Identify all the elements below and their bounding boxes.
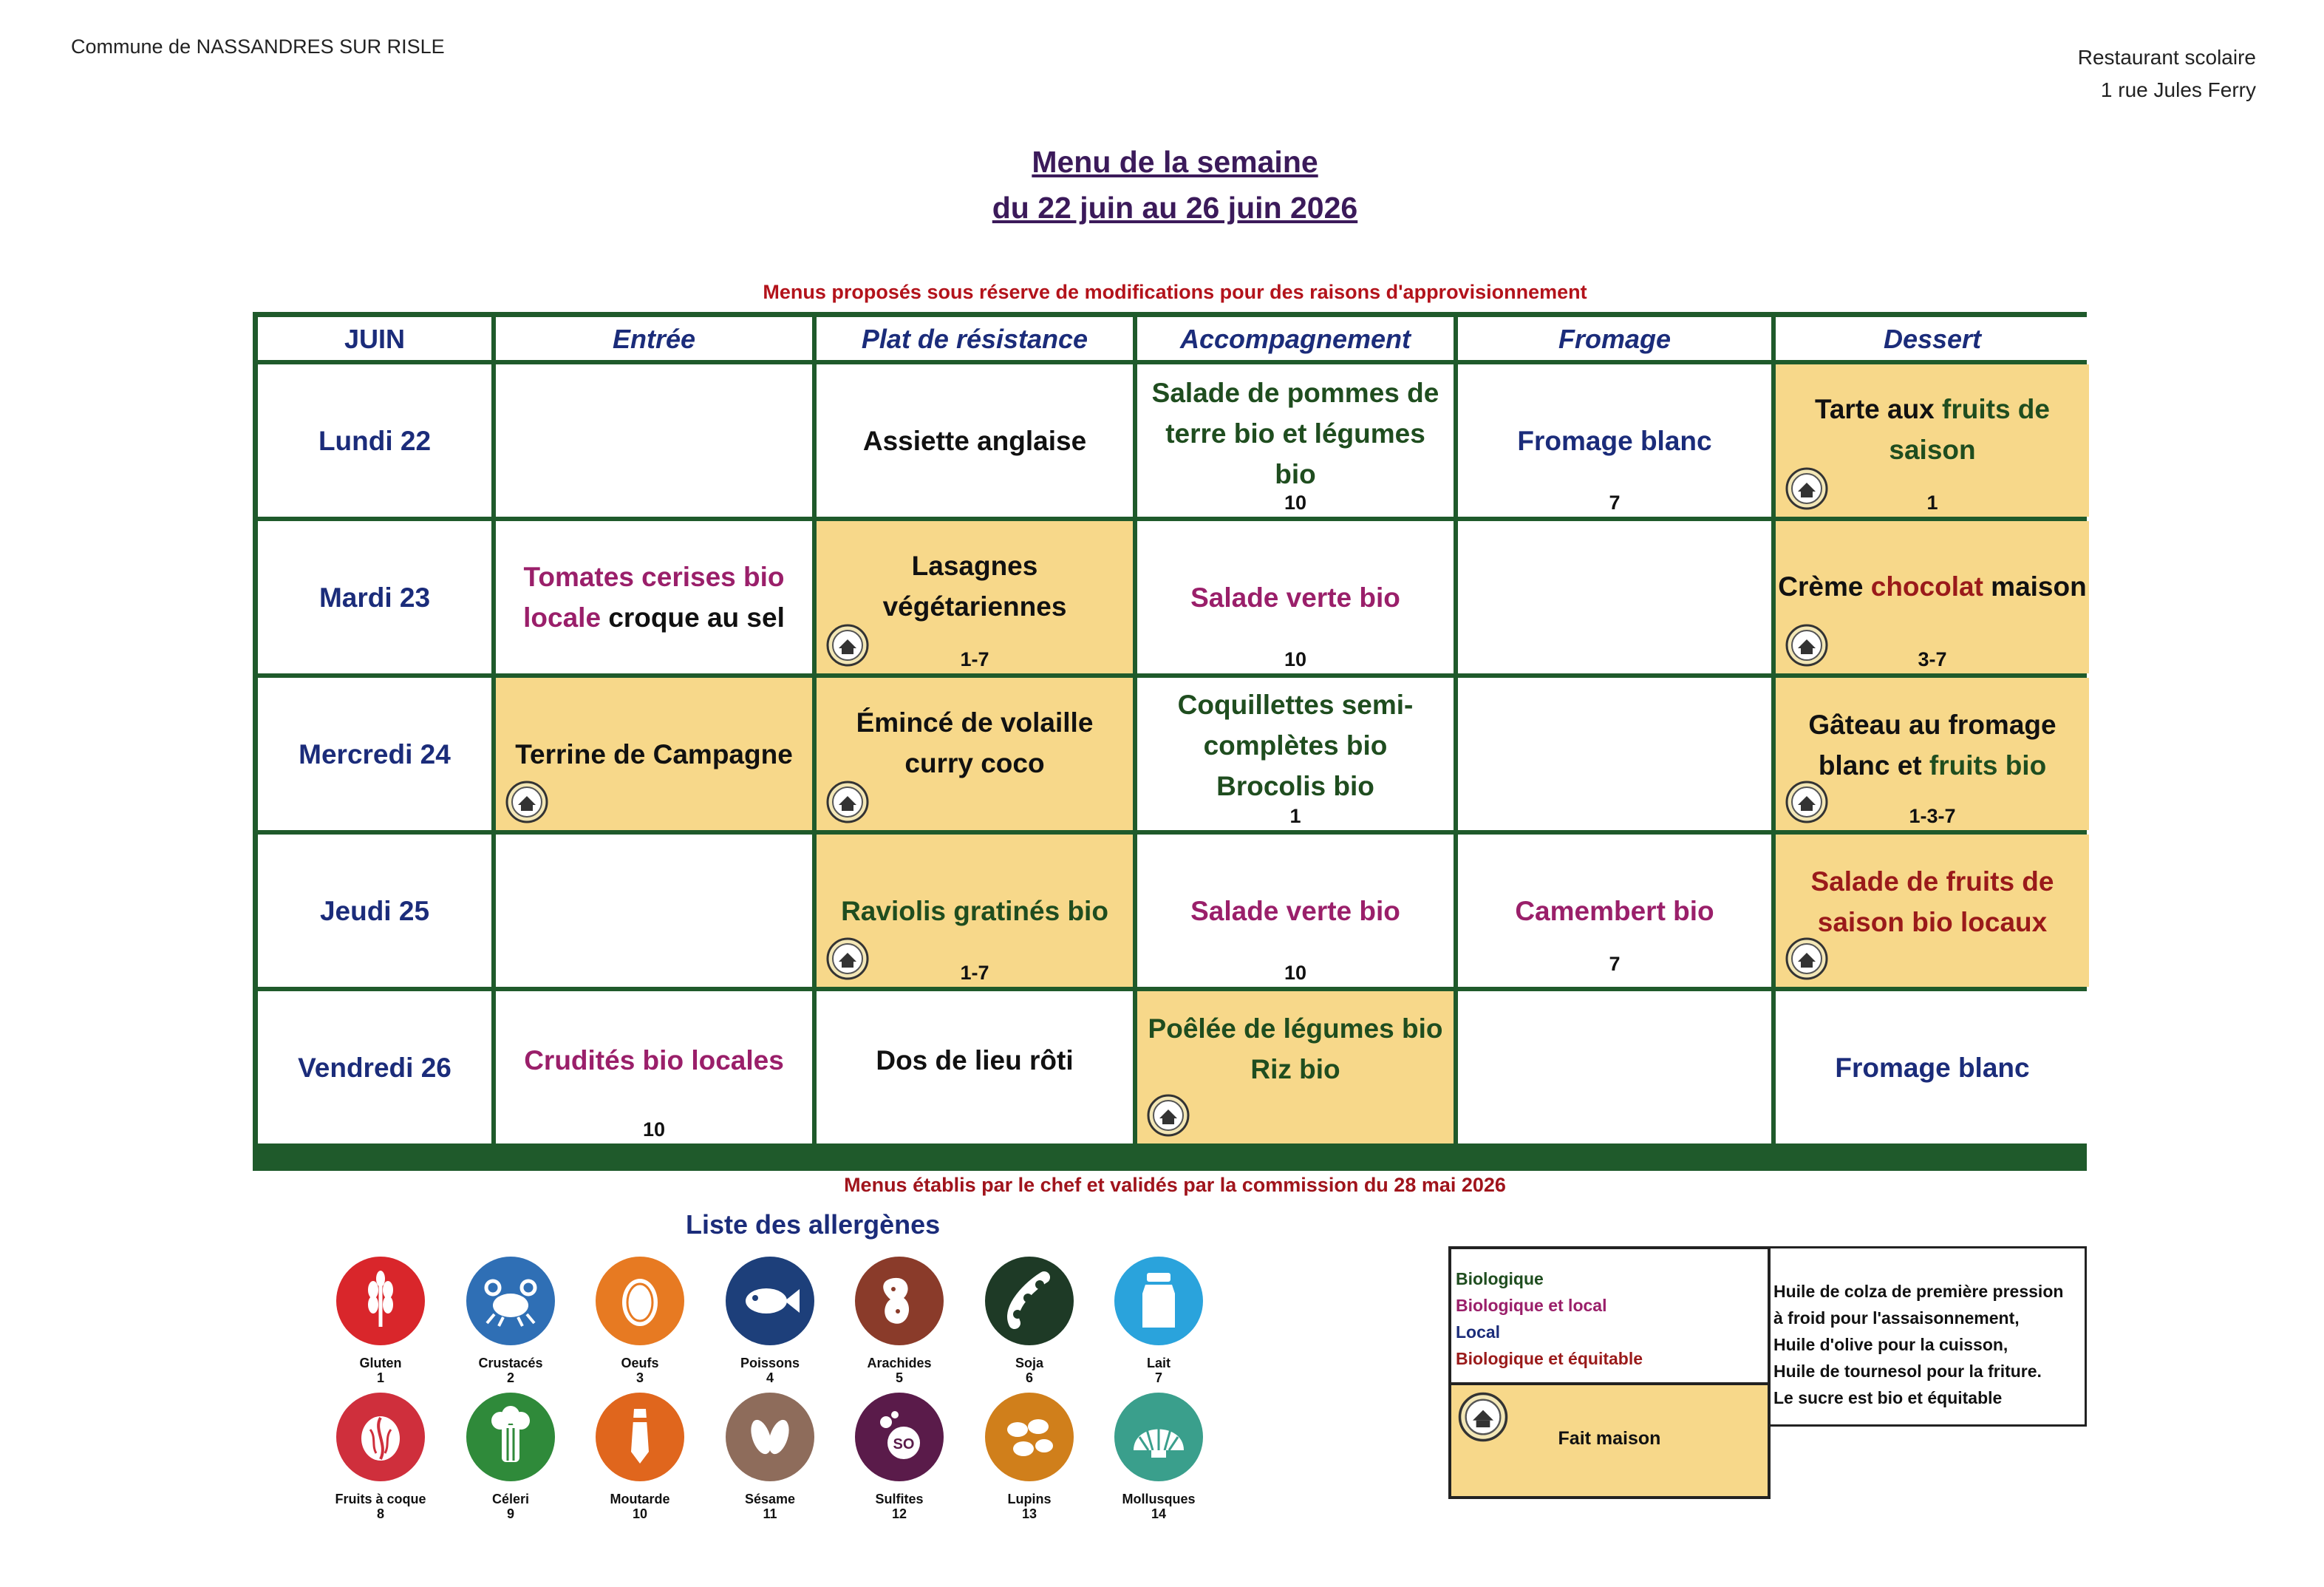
oil-note-line: Huile de tournesol pour la friture.: [1773, 1362, 2042, 1381]
oil-note-line: Huile d'olive pour la cuisson,: [1773, 1335, 2008, 1354]
allergen-label: [588, 1356, 692, 1385]
allergen-label: [848, 1492, 951, 1521]
dish-name: Assiette anglaise: [862, 425, 1087, 456]
dish-name: Salade verte bio: [1190, 582, 1400, 613]
crab-icon: [466, 1257, 555, 1345]
header-entree: Entrée: [496, 317, 812, 360]
legend-biologique-equitable: Biologique et équitable: [1456, 1349, 1643, 1368]
allergen-codes: 1-7: [960, 648, 989, 670]
oil-note-line: Huile de colza de première pression: [1773, 1282, 2064, 1301]
allergen-name: Lupins: [1007, 1492, 1052, 1506]
allergen-codes: 1-7: [960, 962, 989, 984]
allergen-name: Lait: [1146, 1356, 1170, 1370]
menu-cell-entree: [496, 364, 812, 517]
peanut-icon: [855, 1257, 944, 1345]
dish-name: Salade de fruits de saison bio locaux: [1810, 866, 2054, 937]
allergen-codes: 7: [1609, 953, 1621, 975]
sulfite-icon: [855, 1393, 944, 1481]
dish-name: Tomates cerises bio locale croque au sel: [523, 562, 785, 633]
legend-fait-maison-label: Fait maison: [1558, 1428, 1661, 1449]
dish-name: Terrine de Campagne: [515, 738, 793, 769]
allergen-label: [588, 1492, 692, 1521]
allergen-number: 8: [376, 1506, 384, 1521]
title-line-2: du 22 juin au 26 juin 2026: [992, 191, 1358, 225]
dish-name: Crudités bio locales: [524, 1044, 784, 1075]
allergen-name: Céleri: [491, 1492, 530, 1506]
allergen-codes: 1: [1289, 805, 1301, 827]
menu-cell-plat: [817, 835, 1133, 987]
dish-name: Émincé de volaille curry coco: [856, 707, 1094, 778]
dish-name: Raviolis gratinés bio: [841, 895, 1108, 926]
menu-cell-entree: [496, 991, 812, 1143]
menu-cell-entree: [496, 521, 812, 673]
allergen-name: Oeufs: [621, 1356, 659, 1370]
dish-name: Fromage blanc: [1835, 1052, 2030, 1083]
commune-name: Commune de NASSANDRES SUR RISLE: [71, 35, 445, 58]
allergen-item: [459, 1257, 562, 1385]
allergen-number: 6: [1025, 1370, 1033, 1385]
allergen-label: [329, 1356, 432, 1385]
menu-cell-plat: [817, 364, 1133, 517]
menu-cell-plat: [817, 521, 1133, 673]
lupin-icon: [985, 1393, 1074, 1481]
legend-fait-maison: [1451, 1382, 1768, 1496]
sesame-icon: [726, 1393, 814, 1481]
allergen-number: 9: [506, 1506, 514, 1521]
oil-note-line: Le sucre est bio et équitable: [1773, 1388, 2003, 1407]
allergen-number: 3: [635, 1370, 644, 1385]
menu-cell-dessert: [1776, 991, 2089, 1143]
validation-notice: Menus établis par le chef et validés par la commission du 28 mai 2026: [844, 1174, 1506, 1196]
allergen-codes: 10: [1284, 648, 1307, 670]
menu-cell-dessert: [1776, 364, 2089, 517]
dish-name: Camembert bio: [1515, 895, 1714, 926]
allergen-item: [329, 1257, 432, 1385]
allergen-number: 2: [506, 1370, 514, 1385]
allergen-number: 5: [895, 1370, 903, 1385]
restaurant-street: 1 rue Jules Ferry: [2100, 78, 2256, 101]
menu-cell-fromage: [1458, 521, 1771, 673]
menu-cell-accompagnement: [1137, 521, 1454, 673]
menu-cell-fromage: [1458, 835, 1771, 987]
allergen-name: Arachides: [867, 1356, 932, 1370]
legend-types: [1451, 1249, 1768, 1382]
shell-icon: [1114, 1393, 1203, 1481]
allergen-number: 4: [766, 1370, 774, 1385]
allergen-label: [978, 1492, 1081, 1521]
menu-cell-accompagnement: [1137, 835, 1454, 987]
allergen-list-title: Liste des allergènes: [686, 1209, 941, 1240]
allergen-number: 12: [891, 1506, 907, 1521]
header-plat: Plat de résistance: [817, 317, 1133, 360]
page-title: [0, 139, 2324, 231]
menu-cell-accompagnement: [1137, 678, 1454, 830]
allergen-name: Sésame: [744, 1492, 796, 1506]
allergen-item: [718, 1393, 822, 1521]
allergen-codes: 1: [1926, 492, 1938, 514]
menu-cell-entree: [496, 678, 812, 830]
fait-maison-icon: [825, 780, 870, 824]
allergen-number: 7: [1154, 1370, 1162, 1385]
allergen-codes: 10: [1284, 962, 1307, 984]
supply-notice: Menus proposés sous réserve de modifications pour des raisons d'approvisionnement: [763, 281, 1587, 303]
menu-cell-dessert: [1776, 678, 2089, 830]
menu-cell-dessert: [1776, 835, 2089, 987]
menu-cell-plat: [817, 991, 1133, 1143]
allergen-item: [329, 1393, 432, 1521]
fait-maison-icon: [1146, 1093, 1190, 1138]
allergen-item: [588, 1257, 692, 1385]
day-label: Mercredi 24: [258, 678, 491, 830]
allergen-item: [1107, 1257, 1210, 1385]
dish-name: Crème chocolat maison: [1778, 571, 2087, 602]
menu-cell-fromage: [1458, 991, 1771, 1143]
color-legend: [1448, 1246, 1771, 1499]
header-fromage: Fromage: [1458, 317, 1771, 360]
allergen-codes: 3-7: [1918, 648, 1947, 670]
allergen-name: Mollusques: [1122, 1492, 1196, 1506]
allergen-label: [978, 1356, 1081, 1385]
mustard-icon: [596, 1393, 684, 1481]
nut-icon: [336, 1393, 425, 1481]
menu-cell-accompagnement: [1137, 364, 1454, 517]
menu-cell-dessert: [1776, 521, 2089, 673]
allergen-number: 13: [1021, 1506, 1037, 1521]
menu-cell-accompagnement: [1137, 991, 1454, 1143]
egg-icon: [596, 1257, 684, 1345]
allergen-name: Sulfites: [875, 1492, 924, 1506]
allergen-label: [459, 1492, 562, 1521]
legend-biologique: Biologique: [1456, 1269, 1544, 1288]
restaurant-address: [2078, 41, 2256, 106]
fait-maison-icon: [505, 780, 549, 824]
allergen-label: [718, 1356, 822, 1385]
allergen-name: Soja: [1015, 1356, 1043, 1370]
allergen-name: Gluten: [359, 1356, 402, 1370]
allergen-name: Poissons: [740, 1356, 800, 1370]
allergen-label: [1107, 1356, 1210, 1385]
dish-name: Fromage blanc: [1517, 425, 1712, 456]
allergen-label: [459, 1356, 562, 1385]
allergen-item: [459, 1393, 562, 1521]
svg-text:SO: SO: [893, 1436, 915, 1452]
allergen-label: [848, 1356, 951, 1385]
menu-cell-fromage: [1458, 364, 1771, 517]
allergen-number: 10: [632, 1506, 648, 1521]
dish-name: Gâteau au fromage blanc et fruits bio: [1808, 710, 2056, 781]
celery-icon: [466, 1393, 555, 1481]
allergen-item: [978, 1393, 1081, 1521]
allergen-item: [718, 1257, 822, 1385]
fish-icon: [726, 1257, 814, 1345]
dish-name: Lasagnes végétariennes: [882, 551, 1067, 622]
oil-notes: [1768, 1246, 2087, 1427]
dish-name: Coquillettes semi-complètes bio Brocolis bio: [1177, 689, 1414, 801]
dish-name: Poêlée de légumes bio Riz bio: [1148, 1013, 1443, 1084]
allergen-number: 14: [1151, 1506, 1167, 1521]
menu-cell-plat: [817, 678, 1133, 830]
menu-cell-fromage: [1458, 678, 1771, 830]
header-month: JUIN: [258, 317, 491, 360]
title-line-1: Menu de la semaine: [1032, 145, 1318, 179]
menu-cell-entree: [496, 835, 812, 987]
menu-table: [253, 312, 2087, 1171]
allergen-number: 11: [763, 1506, 777, 1521]
soy-icon: [985, 1257, 1074, 1345]
allergen-codes: 1-3-7: [1909, 805, 1956, 827]
allergen-codes: 10: [1284, 492, 1307, 514]
day-label: Jeudi 25: [258, 835, 491, 987]
milk-icon: [1114, 1257, 1203, 1345]
allergen-item: [848, 1393, 951, 1521]
allergen-name: Fruits à coque: [335, 1492, 426, 1506]
allergen-codes: 10: [642, 1118, 666, 1141]
restaurant-name: Restaurant scolaire: [2077, 46, 2256, 69]
oil-note-line: à froid pour l'assaisonnement,: [1773, 1308, 2020, 1328]
fait-maison-icon: [1785, 937, 1829, 981]
legend-biologique-local: Biologique et local: [1456, 1296, 1607, 1315]
allergen-label: [329, 1492, 432, 1521]
day-label: Vendredi 26: [258, 991, 491, 1143]
allergen-item: [978, 1257, 1081, 1385]
dish-name: Salade verte bio: [1190, 895, 1400, 926]
allergen-codes: 7: [1609, 492, 1621, 514]
legend-local: Local: [1456, 1322, 1501, 1342]
day-label: Lundi 22: [258, 364, 491, 517]
allergen-item: [848, 1257, 951, 1385]
dish-name: Tarte aux fruits de saison: [1814, 394, 2050, 465]
header-dessert: Dessert: [1776, 317, 2089, 360]
dish-name: Dos de lieu rôti: [876, 1044, 1074, 1075]
allergen-label: [718, 1492, 822, 1521]
allergen-name: Crustacés: [478, 1356, 543, 1370]
day-label: Mardi 23: [258, 521, 491, 673]
allergen-label: [1107, 1492, 1210, 1521]
dish-name: Salade de pommes de terre bio et légumes bio: [1151, 377, 1439, 489]
allergen-number: 1: [376, 1370, 384, 1385]
wheat-icon: [336, 1257, 425, 1345]
allergen-item: [588, 1393, 692, 1521]
allergen-name: Moutarde: [610, 1492, 670, 1506]
allergen-item: [1107, 1393, 1210, 1521]
header-accompagnement: Accompagnement: [1137, 317, 1454, 360]
